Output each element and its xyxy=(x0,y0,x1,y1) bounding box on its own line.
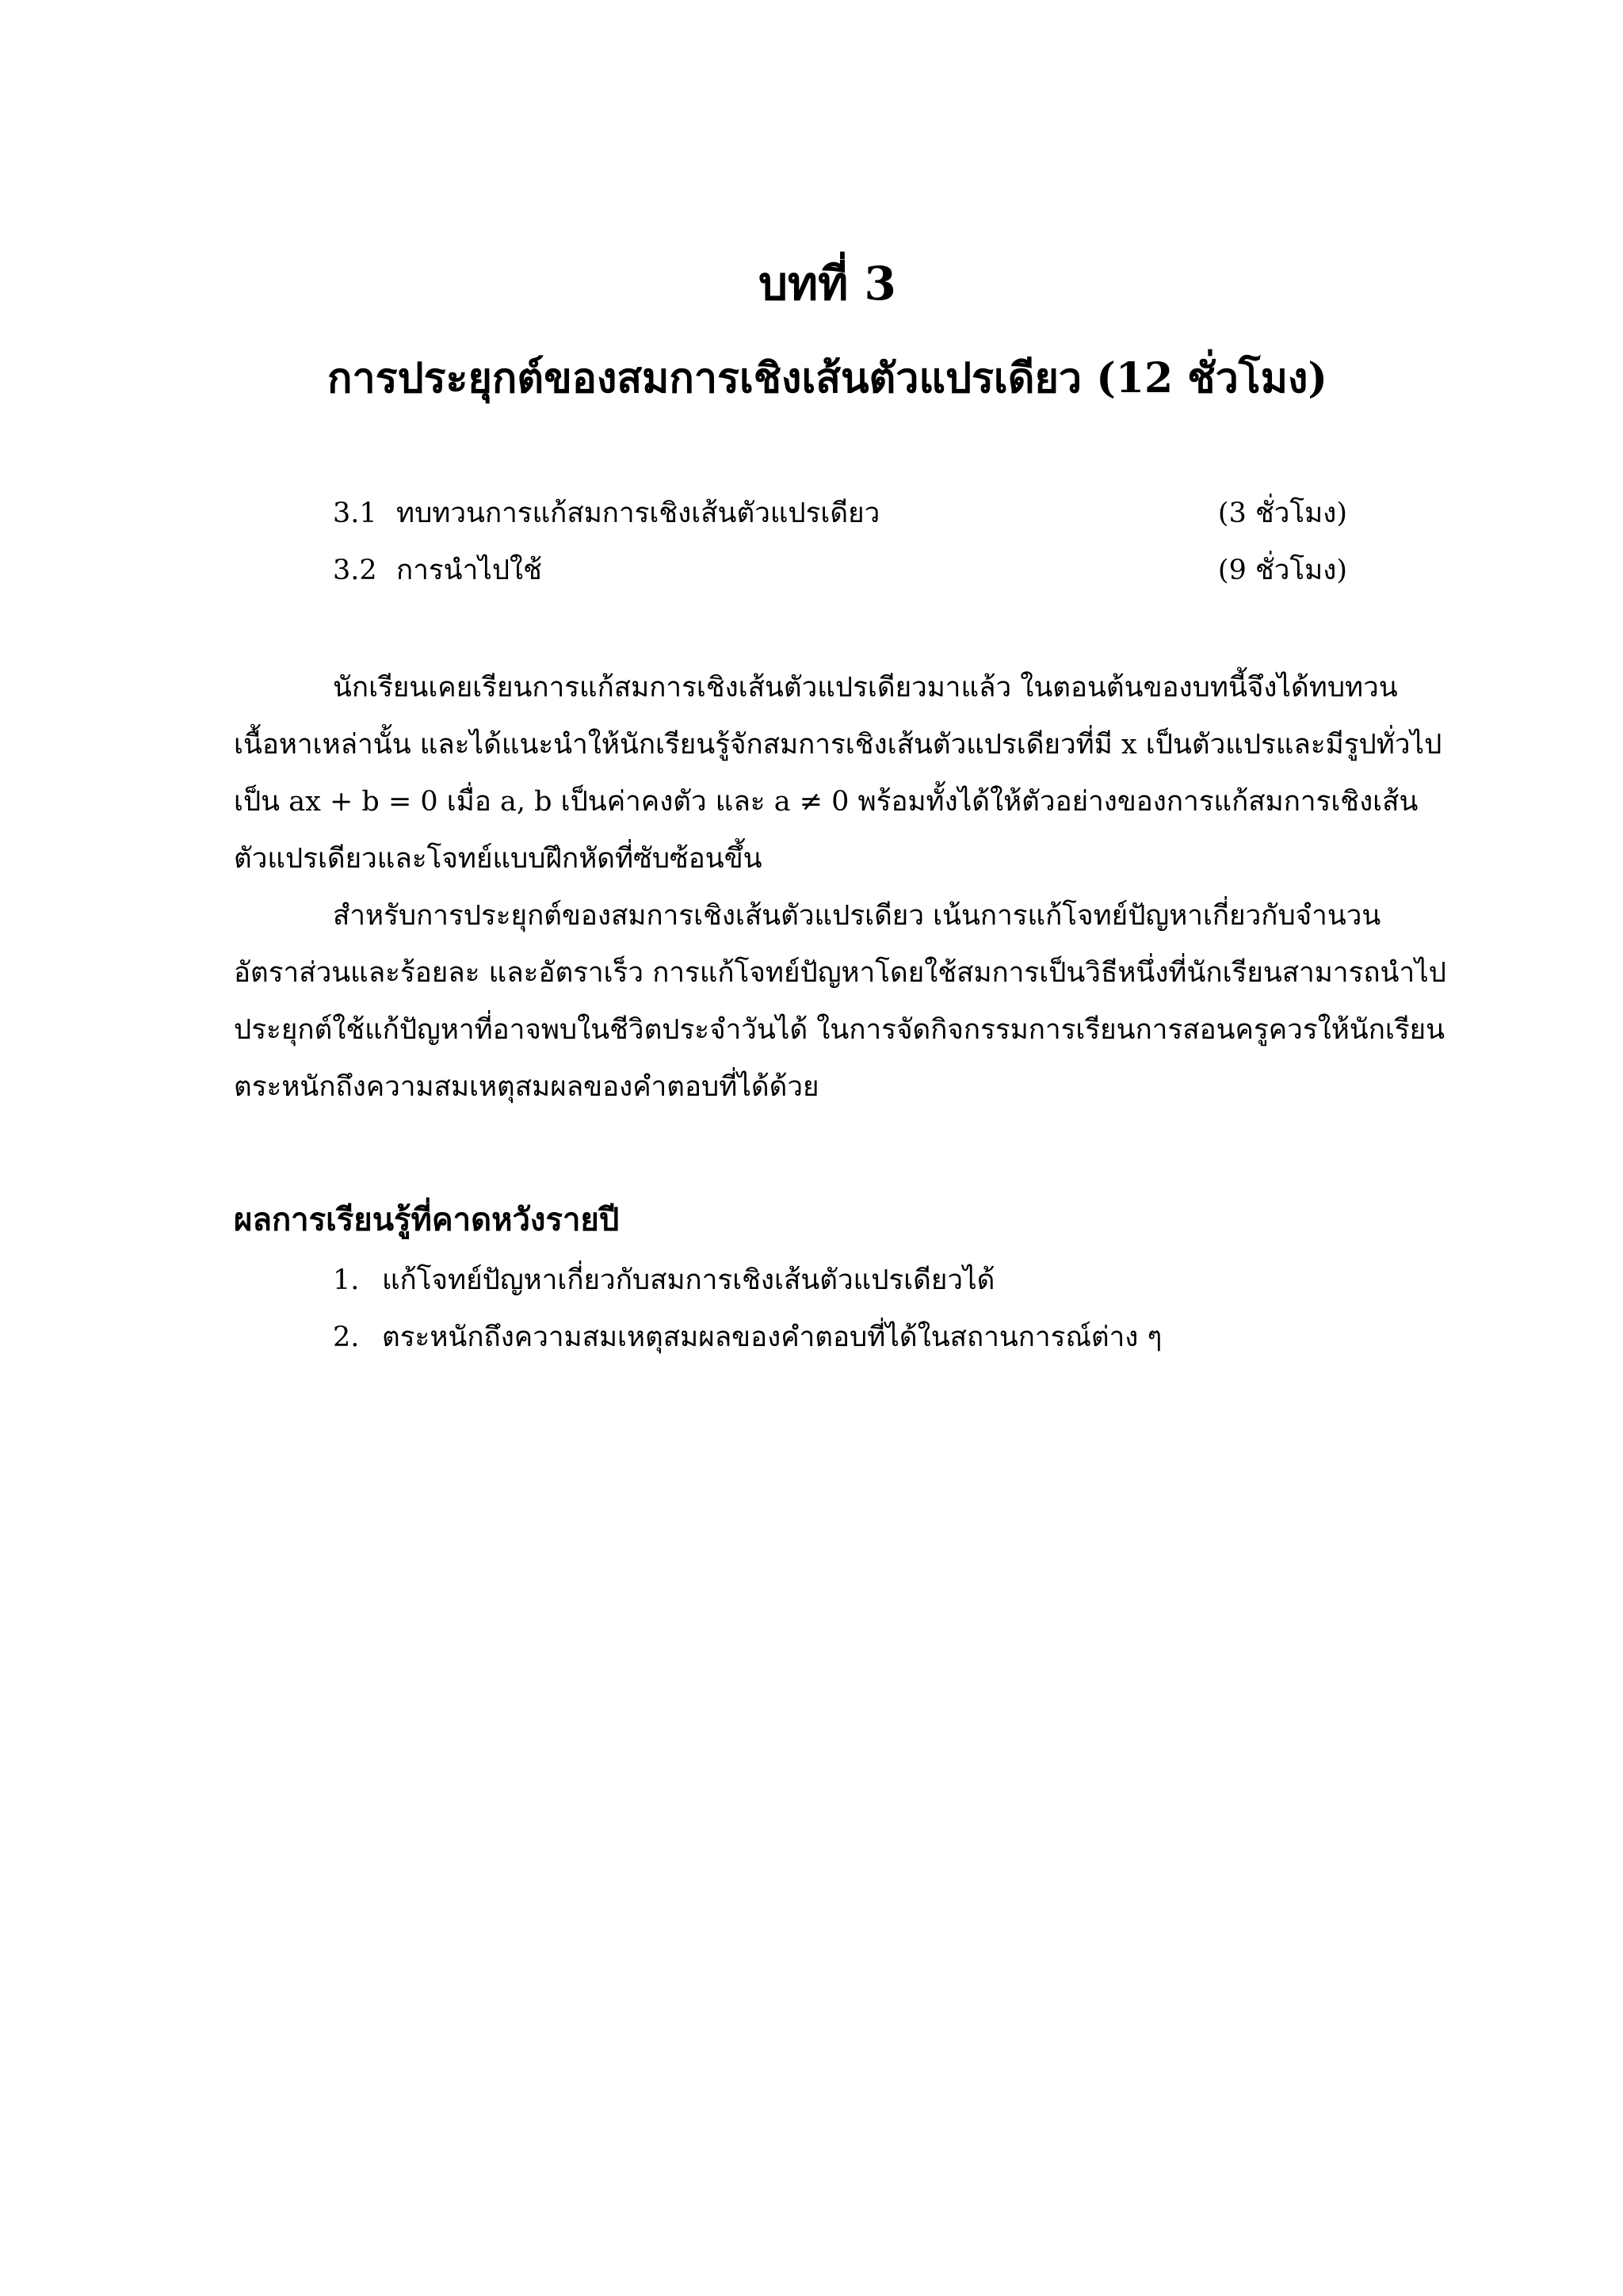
section-hours: (9 ชั่วโมง) xyxy=(1217,555,1347,586)
section-row-3-1 xyxy=(333,485,1347,542)
list-item xyxy=(333,1252,1442,1309)
chapter-title: การประยุกต์ของสมการเชิงเส้นตัวแปรเดียว (12 ชั่วโมง) xyxy=(327,354,1327,402)
outcomes-heading: ผลการเรียนรู้ที่คาดหวังรายปี xyxy=(234,1201,620,1238)
outcome-number: 1. xyxy=(333,1264,360,1296)
outcome-text: แก้โจทย์ปัญหาเกี่ยวกับสมการเชิงเส้นตัวแปรเดียวได้ xyxy=(382,1264,995,1296)
outcomes-list xyxy=(333,1252,1442,1366)
intro-paragraph xyxy=(234,659,1470,887)
section-label: การนำไปใช้ xyxy=(396,555,542,586)
application-paragraph xyxy=(234,887,1470,1116)
section-number: 3.2 xyxy=(333,555,377,586)
section-number: 3.1 xyxy=(333,498,377,529)
application-paragraph-text: สำหรับการประยุกต์ของสมการเชิงเส้นตัวแปรเดียว เน้นการแก้โจทย์ปัญหาเกี่ยวกับจำนวน อัตราส่วนและร้อยละ และอัตราเร็ว การแก้โจทย์ปัญหาโดยใช้สมการเป็นวิธีหนึ่งที่นักเรียนสามารถนำไปประยุกต์ใช้แก้ปัญหาที่อาจพบในชีวิตประจำวันได้ ในการจัดกิจกรรมการเรียนการสอนครูควรให้นักเรียนตระหนักถึงความสมเหตุสมผลของคำตอบที่ได้ด้วย xyxy=(234,900,1446,1103)
chapter-number: บทที่ 3 xyxy=(758,257,896,311)
intro-paragraph-text: นักเรียนเคยเรียนการแก้สมการเชิงเส้นตัวแปรเดียวมาแล้ว ในตอนต้นของบทนี้จึงได้ทบทวนเนื้อหาเหล่านั้น และได้แนะนำให้นักเรียนรู้จักสมการเชิงเส้นตัวแปรเดียวที่มี x เป็นตัวแปรและมีรูปทั่วไปเป็น ax + b = 0 เมื่อ a, b เป็นค่าคงตัว และ a ≠ 0 พร้อมทั้งได้ให้ตัวอย่างของการแก้สมการเชิงเส้นตัวแปรเดียวและโจทย์แบบฝึกหัดที่ซับซ้อนขึ้น xyxy=(234,672,1442,875)
outcome-number: 2. xyxy=(333,1322,360,1353)
section-hours: (3 ชั่วโมง) xyxy=(1217,498,1347,529)
list-item xyxy=(333,1309,1442,1366)
section-row-3-2 xyxy=(333,542,1347,599)
section-label: ทบทวนการแก้สมการเชิงเส้นตัวแปรเดียว xyxy=(396,498,880,529)
section-list xyxy=(333,485,1347,599)
outcome-text: ตระหนักถึงความสมเหตุสมผลของคำตอบที่ได้ในสถานการณ์ต่าง ๆ xyxy=(382,1322,1163,1353)
